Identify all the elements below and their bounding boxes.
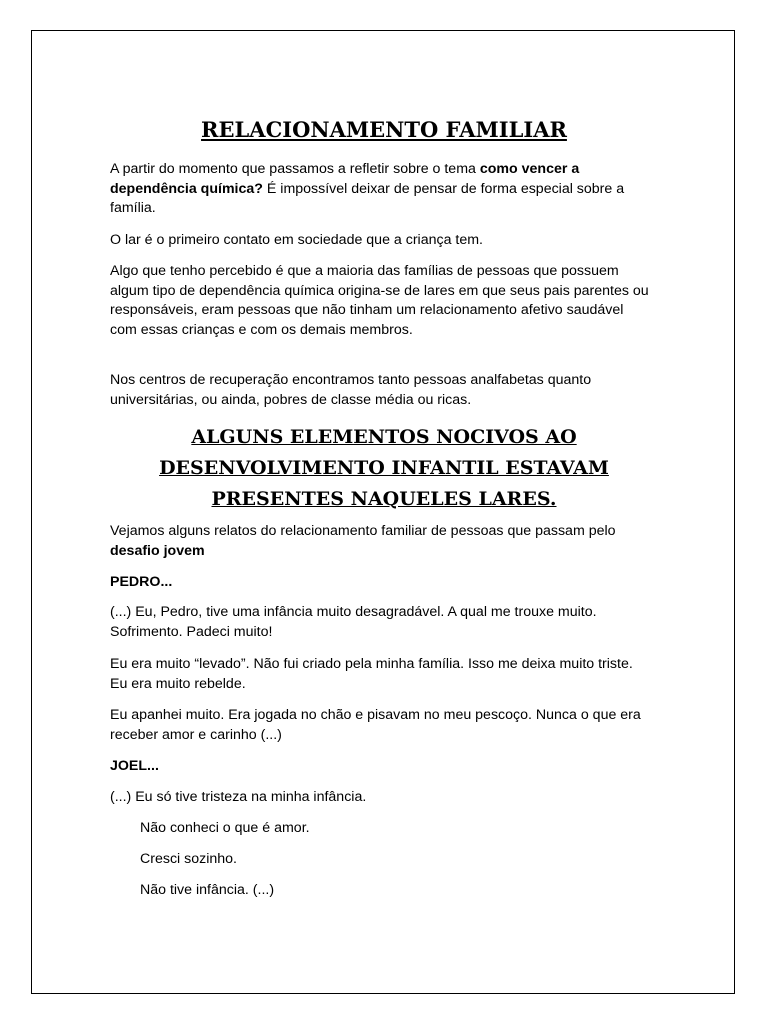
lar-paragraph: O lar é o primeiro contato em sociedade que a criança tem. [110,232,484,248]
section-subtitle [110,422,658,515]
joel-name: JOEL... [110,758,159,774]
centros-paragraph: Nos centros de recuperação encontramos tanto pessoas analfabetas quanto universitárias, ou ainda, pobres de classe média ou ricas. [110,372,592,408]
intro-paragraph [110,160,650,219]
joel-paragraph-3: Cresci sozinho. [140,851,237,867]
joel-paragraph-2: Não conheci o que é amor. [140,820,310,836]
joel-heading [110,757,650,777]
document-title: RELACIONAMENTO FAMILIAR [201,117,567,142]
joel-paragraph-4: Não tive infância. (...) [140,882,275,898]
intro-bold-text: como vencer a dependência química? [110,161,580,197]
joel-paragraph-1: (...) Eu só tive tristeza na minha infância. [110,789,367,805]
subtitle-line: DESENVOLVIMENTO INFANTIL ESTAVAM [159,457,609,479]
relatos-text: Vejamos alguns relatos do relacionamento familiar de pessoas que passam pelo [110,523,616,539]
subtitle-line: PRESENTES NAQUELES LARES. [211,488,557,510]
intro-text-start: A partir do momento que passamos a refletir sobre o tema [110,161,480,177]
relatos-bold-text: desafio jovem [110,542,205,559]
pedro-paragraph-2: Eu era muito “levado”. Não fui criado pela minha família. Isso me deixa muito triste. Eu era muito rebelde. [110,656,633,692]
pedro-name: PEDRO... [110,574,173,590]
pedro-paragraph-3: Eu apanhei muito. Era jogada no chão e pisavam no meu pescoço. Nunca o que era receber amor e carinho (...) [110,707,641,743]
intro-text-end: É impossível deixar de pensar de forma especial sobre a família. [110,180,625,216]
pedro-heading [110,573,650,593]
percebido-paragraph: Algo que tenho percebido é que a maioria das famílias de pessoas que possuem algum tipo de dependência química origina-se de lares em que seus pais parentes ou responsáveis, eram pessoas que não tinham um relacionamento afetivo saudável com essas crianças e com os demais membros. [110,263,649,338]
relatos-paragraph [110,522,650,561]
pedro-paragraph-1: (...) Eu, Pedro, tive uma infância muito desagradável. A qual me trouxe muito. Sofrimento. Padeci muito! [110,604,597,640]
subtitle-line: ALGUNS ELEMENTOS NOCIVOS AO [191,426,577,448]
